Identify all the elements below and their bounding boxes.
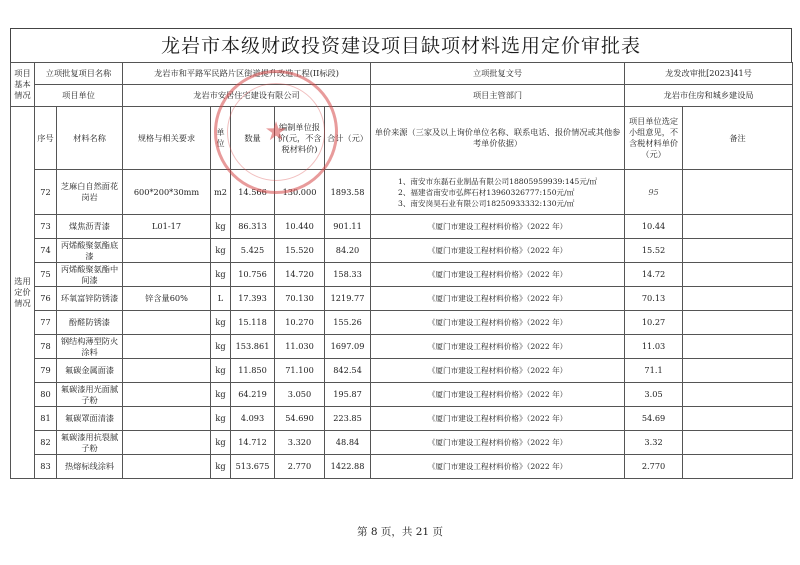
cell-remark	[683, 287, 793, 311]
cell-unit: L	[211, 287, 231, 311]
seal-star-icon: ★	[264, 117, 288, 147]
cell-unit: kg	[211, 431, 231, 455]
cell-unit-price: 130.000	[275, 170, 325, 215]
cell-total: 901.11	[325, 215, 371, 239]
cell-unit-price: 15.520	[275, 239, 325, 263]
cell-unit-price: 11.030	[275, 335, 325, 359]
table-row	[11, 383, 793, 407]
cell-source: 《厦门市建设工程材料价格》（2022 年）	[371, 239, 625, 263]
cell-approved-price: 54.69	[625, 407, 683, 431]
cell-spec	[123, 335, 211, 359]
cell-spec	[123, 263, 211, 287]
cell-seq: 78	[35, 335, 57, 359]
cell-material: 氟碳漆用抗裂腻子粉	[57, 431, 123, 455]
cell-qty: 15.118	[231, 311, 275, 335]
cell-qty: 11.850	[231, 359, 275, 383]
approval-no: 龙发改审批[2023]41号	[625, 63, 793, 85]
cell-remark	[683, 263, 793, 287]
section-label-basic: 项目基本情况	[11, 63, 35, 107]
table-row	[11, 431, 793, 455]
cell-spec: 600*200*30mm	[123, 170, 211, 215]
cell-source	[371, 170, 625, 215]
cell-qty: 5.425	[231, 239, 275, 263]
cell-unit: kg	[211, 335, 231, 359]
cell-unit: kg	[211, 263, 231, 287]
cell-unit-price: 70.130	[275, 287, 325, 311]
cell-approved-price: 11.03	[625, 335, 683, 359]
table-row	[11, 215, 793, 239]
cell-source: 《厦门市建设工程材料价格》（2022 年）	[371, 359, 625, 383]
source-item: 1、南安市东磊石业制品有限公司18805959939:145元/㎡	[398, 176, 598, 186]
cell-source: 《厦门市建设工程材料价格》（2022 年）	[371, 263, 625, 287]
source-item: 2、福建省南安市弘辉石材13960326777:150元/㎡	[398, 187, 575, 197]
cell-seq: 81	[35, 407, 57, 431]
table-row	[11, 170, 793, 215]
col-spec: 规格与相关要求	[123, 107, 211, 170]
cell-spec	[123, 455, 211, 479]
cell-qty: 14.566	[231, 170, 275, 215]
page-indicator: 第 8 页，共 21 页	[357, 526, 443, 538]
cell-source: 《厦门市建设工程材料价格》（2022 年）	[371, 335, 625, 359]
cell-total: 223.85	[325, 407, 371, 431]
cell-unit: kg	[211, 215, 231, 239]
cell-remark	[683, 383, 793, 407]
cell-unit: kg	[211, 383, 231, 407]
cell-seq: 72	[35, 170, 57, 215]
cell-unit-price: 14.720	[275, 263, 325, 287]
cell-seq: 82	[35, 431, 57, 455]
cell-source: 《厦门市建设工程材料价格》（2022 年）	[371, 455, 625, 479]
cell-spec	[123, 383, 211, 407]
cell-remark	[683, 359, 793, 383]
source-item: 3、南安岗昊石业有限公司18250933332:130元/㎡	[398, 198, 575, 208]
cell-spec: 锌含量60%	[123, 287, 211, 311]
cell-qty: 17.393	[231, 287, 275, 311]
cell-remark	[683, 335, 793, 359]
page-title: 龙岩市本级财政投资建设项目缺项材料选用定价审批表	[10, 28, 792, 62]
source-list	[398, 176, 597, 209]
cell-spec: L01-17	[123, 215, 211, 239]
cell-total: 158.33	[325, 263, 371, 287]
table-row	[11, 335, 793, 359]
col-remark: 备注	[683, 107, 793, 170]
col-total: 合计（元）	[325, 107, 371, 170]
cell-qty: 10.756	[231, 263, 275, 287]
cell-remark	[683, 239, 793, 263]
cell-spec	[123, 239, 211, 263]
cell-seq: 76	[35, 287, 57, 311]
cell-total: 48.84	[325, 431, 371, 455]
cell-unit: kg	[211, 359, 231, 383]
cell-qty: 86.313	[231, 215, 275, 239]
table-row	[11, 359, 793, 383]
table-row	[11, 407, 793, 431]
cell-approved-price: 10.44	[625, 215, 683, 239]
cell-material: 氟碳罩面清漆	[57, 407, 123, 431]
cell-approved-price: 14.72	[625, 263, 683, 287]
approval-no-label: 立项批复文号	[371, 63, 625, 85]
cell-material: 钢结构薄型防火涂料	[57, 335, 123, 359]
cell-unit: kg	[211, 455, 231, 479]
cell-unit-price: 3.320	[275, 431, 325, 455]
cell-seq: 75	[35, 263, 57, 287]
cell-approved-price: 95	[625, 170, 683, 215]
cell-qty: 4.093	[231, 407, 275, 431]
cell-total: 842.54	[325, 359, 371, 383]
cell-qty: 64.219	[231, 383, 275, 407]
cell-approved-price: 10.27	[625, 311, 683, 335]
cell-source: 《厦门市建设工程材料价格》（2022 年）	[371, 287, 625, 311]
cell-unit: m2	[211, 170, 231, 215]
cell-seq: 79	[35, 359, 57, 383]
cell-approved-price: 70.13	[625, 287, 683, 311]
cell-material: 煤焦沥青漆	[57, 215, 123, 239]
cell-seq: 73	[35, 215, 57, 239]
cell-spec	[123, 311, 211, 335]
cell-unit-price: 10.270	[275, 311, 325, 335]
cell-approved-price: 2.770	[625, 455, 683, 479]
info-row-project	[11, 63, 793, 85]
col-unit-price: 编制单位报价(元，不含税材料价)	[275, 107, 325, 170]
cell-material: 丙烯酸聚氨酯底漆	[57, 239, 123, 263]
col-approved: 项目单位选定小组意见，不含税材料单价（元）	[625, 107, 683, 170]
cell-total: 195.87	[325, 383, 371, 407]
table-row	[11, 311, 793, 335]
col-seq: 序号	[35, 107, 57, 170]
cell-material: 酚醛防锈漆	[57, 311, 123, 335]
cell-material: 芝麻白自然面花岗岩	[57, 170, 123, 215]
cell-unit: kg	[211, 311, 231, 335]
cell-total: 1422.88	[325, 455, 371, 479]
cell-source: 《厦门市建设工程材料价格》（2022 年）	[371, 431, 625, 455]
cell-qty: 513.675	[231, 455, 275, 479]
project-unit: 龙岩市安居住宅建设有限公司	[123, 85, 371, 107]
cell-spec	[123, 431, 211, 455]
cell-material: 丙烯酸聚氨酯中间漆	[57, 263, 123, 287]
header-row	[11, 107, 793, 170]
cell-approved-price: 71.1	[625, 359, 683, 383]
cell-source: 《厦门市建设工程材料价格》（2022 年）	[371, 383, 625, 407]
cell-spec	[123, 407, 211, 431]
cell-remark	[683, 311, 793, 335]
col-source: 单价来源（三家及以上询价单位名称、联系电话、报价情况或其他参考单价依据）	[371, 107, 625, 170]
cell-seq: 83	[35, 455, 57, 479]
cell-qty: 14.712	[231, 431, 275, 455]
cell-remark	[683, 215, 793, 239]
col-material: 材料名称	[57, 107, 123, 170]
cell-seq: 74	[35, 239, 57, 263]
cell-total: 84.20	[325, 239, 371, 263]
table-row	[11, 263, 793, 287]
unit-label: 项目单位	[35, 85, 123, 107]
cell-material: 氟碳漆用光面腻子粉	[57, 383, 123, 407]
section-label-pricing: 选用定价情况	[11, 107, 35, 479]
info-row-unit	[11, 85, 793, 107]
cell-material: 环氧富锌防锈漆	[57, 287, 123, 311]
project-name: 龙岩市和平路军民路片区街道提升改造工程(II标段)	[123, 63, 371, 85]
cell-approved-price: 15.52	[625, 239, 683, 263]
table-row	[11, 239, 793, 263]
cell-spec	[123, 359, 211, 383]
cell-unit-price: 2.770	[275, 455, 325, 479]
cell-source: 《厦门市建设工程材料价格》（2022 年）	[371, 407, 625, 431]
cell-unit-price: 54.690	[275, 407, 325, 431]
cell-unit-price: 10.440	[275, 215, 325, 239]
cell-total: 1893.58	[325, 170, 371, 215]
cell-total: 155.26	[325, 311, 371, 335]
cell-remark	[683, 170, 793, 215]
table-row	[11, 287, 793, 311]
cell-unit: kg	[211, 239, 231, 263]
cell-approved-price: 3.05	[625, 383, 683, 407]
col-unit: 单位	[211, 107, 231, 170]
cell-remark	[683, 407, 793, 431]
cell-unit-price: 71.100	[275, 359, 325, 383]
cell-qty: 153.861	[231, 335, 275, 359]
dept-label: 项目主管部门	[371, 85, 625, 107]
col-qty: 数量	[231, 107, 275, 170]
cell-remark	[683, 431, 793, 455]
project-name-label: 立项批复项目名称	[35, 63, 123, 85]
cell-source: 《厦门市建设工程材料价格》（2022 年）	[371, 215, 625, 239]
table-row	[11, 455, 793, 479]
cell-total: 1697.09	[325, 335, 371, 359]
cell-material: 热熔标线涂料	[57, 455, 123, 479]
cell-seq: 80	[35, 383, 57, 407]
cell-unit-price: 3.050	[275, 383, 325, 407]
cell-seq: 77	[35, 311, 57, 335]
cell-total: 1219.77	[325, 287, 371, 311]
cell-source: 《厦门市建设工程材料价格》（2022 年）	[371, 311, 625, 335]
cell-unit: kg	[211, 407, 231, 431]
cell-material: 氟碳金属面漆	[57, 359, 123, 383]
cell-remark	[683, 455, 793, 479]
approval-table	[10, 62, 793, 479]
cell-approved-price: 3.32	[625, 431, 683, 455]
dept: 龙岩市住房和城乡建设局	[625, 85, 793, 107]
